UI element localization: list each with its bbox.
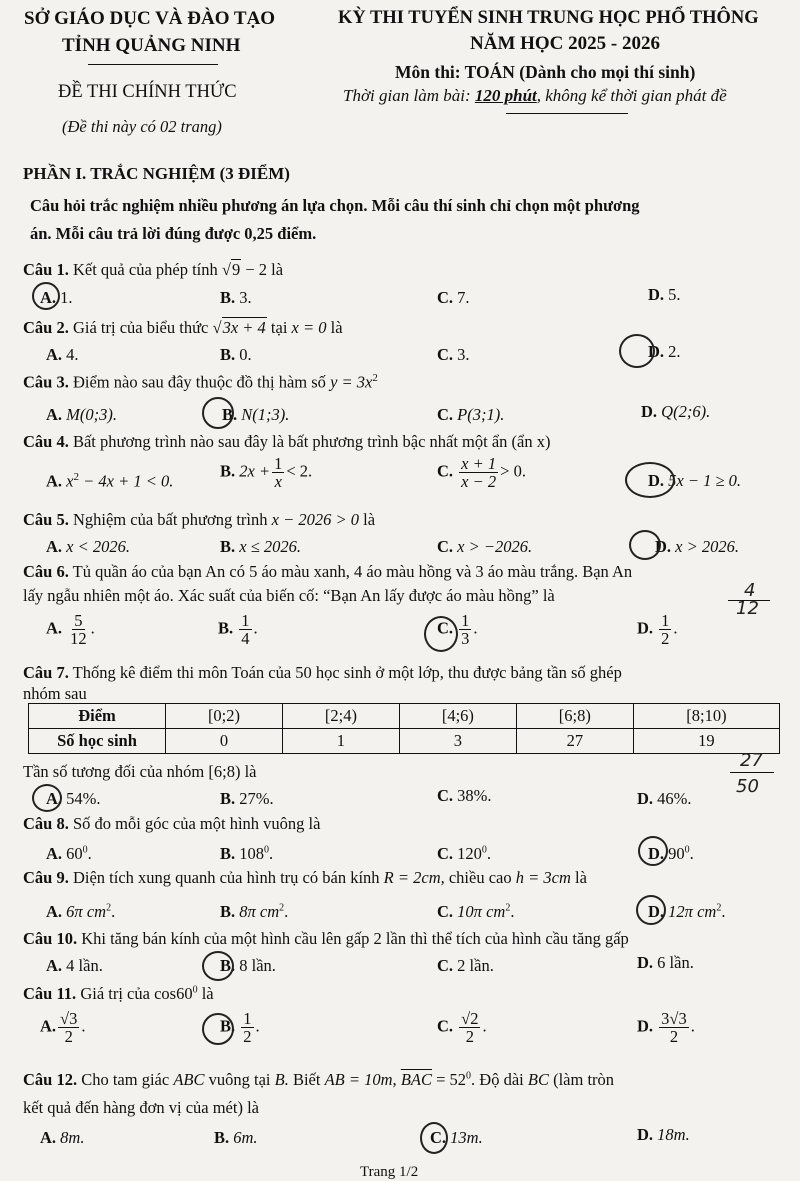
q11-option-d[interactable]: D. $\frac{3√3}{2}$ . bbox=[637, 1009, 695, 1047]
q12-option-c[interactable]: C. 13m. bbox=[430, 1128, 483, 1147]
q2-option-a[interactable]: A. 4. bbox=[46, 345, 79, 364]
q1-option-a[interactable]: A. 1. bbox=[40, 288, 73, 307]
q8-option-a[interactable]: A. $60^0$. bbox=[46, 844, 92, 863]
q8-option-d[interactable]: D. $90^0$. bbox=[648, 844, 694, 863]
q3-option-a[interactable]: A. M(0;3). bbox=[46, 405, 118, 424]
province-name: TỈNH QUẢNG NINH bbox=[62, 35, 241, 56]
table-header-cell: Số học sinh bbox=[29, 729, 166, 754]
table-cell: [4;6) bbox=[399, 704, 516, 729]
q6-stem-line2: lấy ngẫu nhiên một áo. Xác suất của biến cố: “Bạn An lấy được áo màu hồng” là bbox=[23, 586, 555, 605]
handwritten-note-q7-den: 50 bbox=[736, 776, 759, 797]
table-cell: 0 bbox=[166, 729, 283, 754]
q8-option-c[interactable]: C. $120^0$. bbox=[437, 844, 492, 863]
header-rule-right bbox=[506, 113, 628, 114]
subject-line: Môn thi: TOÁN (Dành cho mọi thí sinh) bbox=[395, 62, 696, 82]
q12-answer-mark bbox=[420, 1122, 448, 1154]
table-cell: 19 bbox=[633, 729, 779, 754]
official-label: ĐỀ THI CHÍNH THỨC bbox=[58, 82, 237, 102]
table-cell: 3 bbox=[399, 729, 516, 754]
q7-stem-line2: nhóm sau bbox=[23, 684, 87, 703]
q4-answer-mark bbox=[625, 462, 675, 498]
instructions-line1: Câu hỏi trắc nghiệm nhiều phương án lựa chọn. Mỗi câu thí sinh chỉ chọn một phương bbox=[30, 196, 640, 215]
table-cell: [0;2) bbox=[166, 704, 283, 729]
q9-answer-mark bbox=[636, 895, 666, 925]
q7-option-a[interactable]: A. 54%. bbox=[46, 789, 101, 808]
instructions-line2: án. Mỗi câu trả lời đúng được 0,25 điểm. bbox=[30, 224, 317, 243]
q5-answer-mark bbox=[629, 530, 661, 560]
q1-option-b[interactable]: B. 3. bbox=[220, 288, 252, 307]
q12-option-b[interactable]: B. 6m. bbox=[214, 1128, 258, 1147]
q4-stem: Câu 4. Bất phương trình nào sau đây là bất phương trình bậc nhất một ẩn (ẩn x) bbox=[23, 432, 551, 451]
q11-option-a[interactable]: A. $\frac{√3}{2}$ . bbox=[40, 1009, 86, 1047]
q9-option-a[interactable]: A. 6π $cm^2$. bbox=[46, 902, 116, 921]
q2-option-c[interactable]: C. 3. bbox=[437, 345, 470, 364]
page-count-note: (Đề thi này có 02 trang) bbox=[62, 117, 222, 136]
q9-stem: Câu 9. Diện tích xung quanh của hình trụ có bán kính R = 2cm, chiều cao h = 3cm là bbox=[23, 868, 587, 887]
q6-option-a[interactable]: A. $\frac{5}{12}$ . bbox=[46, 611, 95, 649]
q3-option-c[interactable]: C. P(3;1). bbox=[437, 405, 505, 424]
q4-option-a[interactable]: A. $x^2 - 4x + 1 < 0$. bbox=[46, 471, 174, 491]
q11-option-b[interactable]: B. $\frac{1}{2}$ . bbox=[220, 1009, 260, 1047]
q9-option-d[interactable]: D. 12π $cm^2$. bbox=[648, 902, 726, 921]
q6-option-d[interactable]: D. $\frac{1}{2}$ . bbox=[637, 611, 678, 649]
q4-option-b[interactable]: B. 2x + $\frac{1}{x}$ < 2. bbox=[220, 454, 313, 492]
q12-stem-line1: Câu 12. Cho tam giác ABC vuông tại B. Biết AB = 10m, $\overline{BAC} = 52^0$. Độ dài BC (làm tròn bbox=[23, 1070, 615, 1089]
q12-option-d[interactable]: D. 18m. bbox=[637, 1125, 690, 1144]
q5-option-a[interactable]: A. x < 2026. bbox=[46, 537, 131, 556]
q10-option-c[interactable]: C. 2 lần. bbox=[437, 956, 494, 975]
school-year: NĂM HỌC 2025 - 2026 bbox=[470, 33, 660, 54]
q1-option-c[interactable]: C. 7. bbox=[437, 288, 470, 307]
q7-option-c[interactable]: C. 38%. bbox=[437, 786, 492, 805]
q2-option-b[interactable]: B. 0. bbox=[220, 345, 252, 364]
page-number: Trang 1/2 bbox=[360, 1164, 419, 1180]
header-rule-left bbox=[88, 64, 218, 65]
q7-stem-line1: Câu 7. Thống kê điểm thi môn Toán của 50 học sinh ở một lớp, thu được bảng tần số ghép bbox=[23, 663, 622, 682]
q10-option-b[interactable]: B. 8 lần. bbox=[220, 956, 276, 975]
q7-option-d[interactable]: D. 46%. bbox=[637, 789, 692, 808]
q5-stem: Câu 5. Nghiệm của bất phương trình x − 2026 > 0 là bbox=[23, 510, 376, 529]
dept-name: SỞ GIÁO DỤC VÀ ĐÀO TẠO bbox=[24, 8, 276, 29]
q10-answer-mark bbox=[202, 951, 234, 981]
time-line: Thời gian làm bài: 120 phút, không kể thời gian phát đề bbox=[343, 86, 727, 105]
table-cell: [6;8) bbox=[516, 704, 633, 729]
q2-option-d[interactable]: D. 2. bbox=[648, 342, 681, 361]
q12-option-a[interactable]: A. 8m. bbox=[40, 1128, 85, 1147]
q1-answer-mark bbox=[32, 282, 60, 310]
q3-answer-mark bbox=[202, 397, 234, 429]
q8-answer-mark bbox=[638, 836, 668, 866]
q11-option-c[interactable]: C. $\frac{√2}{2}$ . bbox=[437, 1009, 487, 1047]
q9-option-c[interactable]: C. 10π $cm^2$. bbox=[437, 902, 515, 921]
q7-answer-mark bbox=[32, 784, 62, 812]
q7-option-b[interactable]: B. 27%. bbox=[220, 789, 274, 808]
table-cell: 1 bbox=[282, 729, 399, 754]
q10-stem: Câu 10. Khi tăng bán kính của một hình cầu lên gấp 2 lần thì thể tích của hình cầu tăng gấp bbox=[23, 929, 629, 948]
q10-option-d[interactable]: D. 6 lần. bbox=[637, 953, 694, 972]
table-cell: [8;10) bbox=[633, 704, 779, 729]
q3-option-d[interactable]: D. Q(2;6). bbox=[641, 402, 711, 421]
q5-option-d[interactable]: D. x > 2026. bbox=[655, 537, 740, 556]
q3-stem: Câu 3. Điểm nào sau đây thuộc đồ thị hàm số $y = 3x^2$ bbox=[23, 372, 378, 392]
handwritten-note-q7-num: 27 bbox=[740, 750, 763, 771]
handwritten-note-q7-bar bbox=[730, 772, 774, 773]
q5-option-c[interactable]: C. x > −2026. bbox=[437, 537, 533, 556]
q5-option-b[interactable]: B. x ≤ 2026. bbox=[220, 537, 302, 556]
q1-stem: Câu 1. Kết quả của phép tính √9 − 2 là bbox=[23, 260, 284, 279]
q6-stem-line1: Câu 6. Tủ quần áo của bạn An có 5 áo màu xanh, 4 áo màu hồng và 3 áo màu trắng. Bạn An bbox=[23, 562, 633, 581]
q2-answer-mark bbox=[619, 334, 655, 368]
table-row bbox=[29, 704, 780, 729]
table-cell: [2;4) bbox=[282, 704, 399, 729]
table-header-cell: Điểm bbox=[29, 704, 166, 729]
table-row bbox=[29, 729, 780, 754]
handwritten-note-q6-num: 4 bbox=[744, 580, 756, 601]
q12-stem-line2: kết quả đến hàng đơn vị của mét) là bbox=[23, 1098, 259, 1117]
q11-stem: Câu 11. Giá trị của $\cos 60^0$ là bbox=[23, 984, 214, 1003]
q6-option-c[interactable]: C. $\frac{1}{3}$ . bbox=[437, 611, 478, 649]
frequency-table bbox=[28, 703, 780, 754]
part-title: PHẦN I. TRẮC NGHIỆM (3 ĐIỂM) bbox=[23, 164, 290, 183]
q3-option-b[interactable]: B. N(1;3). bbox=[222, 405, 290, 424]
q6-option-b[interactable]: B. $\frac{1}{4}$ . bbox=[218, 611, 258, 649]
q8-stem: Câu 8. Số đo mỗi góc của một hình vuông là bbox=[23, 814, 321, 833]
q4-option-d[interactable]: D. 5x − 1 ≥ 0. bbox=[648, 471, 742, 490]
table-cell: 27 bbox=[516, 729, 633, 754]
q7-question: Tần số tương đối của nhóm [6;8) là bbox=[23, 762, 257, 781]
q9-option-b[interactable]: B. 8π $cm^2$. bbox=[220, 902, 289, 921]
q1-option-d[interactable]: D. 5. bbox=[648, 285, 681, 304]
q2-stem: Câu 2. Giá trị của biểu thức √3x + 4 tại x = 0 là bbox=[23, 318, 343, 337]
handwritten-note-q6-den: 12 bbox=[736, 598, 759, 619]
q6-answer-mark bbox=[424, 616, 458, 652]
q4-option-c[interactable]: C. $\frac{x + 1}{x - 2}$ > 0. bbox=[437, 454, 526, 492]
exam-title: KỲ THI TUYỂN SINH TRUNG HỌC PHỔ THÔNG bbox=[338, 8, 759, 28]
q8-option-b[interactable]: B. $108^0$. bbox=[220, 844, 274, 863]
q11-answer-mark bbox=[202, 1013, 234, 1045]
q10-option-a[interactable]: A. 4 lần. bbox=[46, 956, 103, 975]
